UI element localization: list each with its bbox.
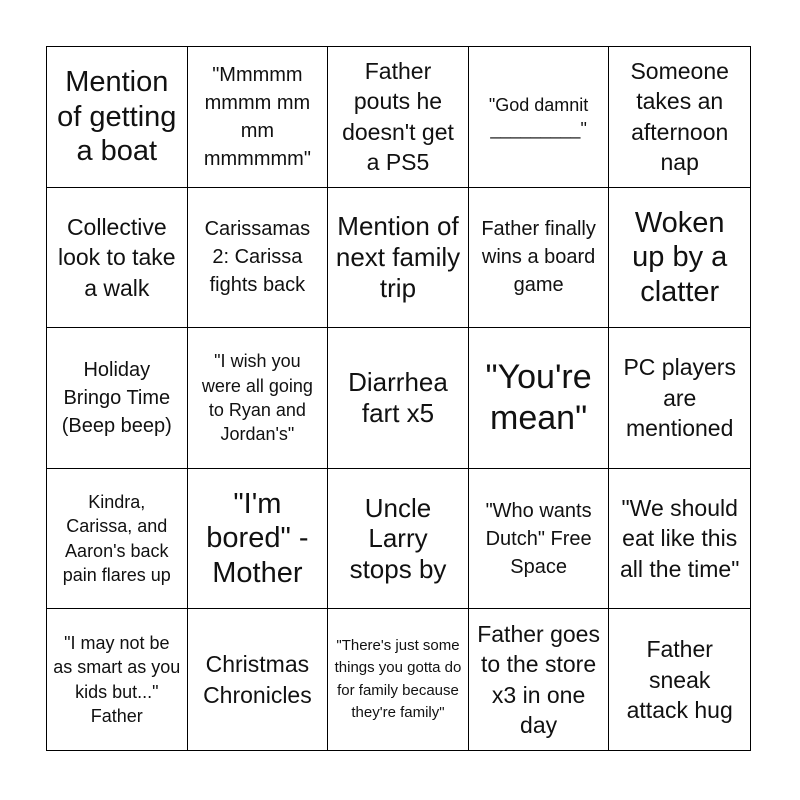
bingo-cell[interactable]: "You're mean" <box>469 328 610 469</box>
bingo-cell[interactable]: "There's just some things you gotta do for family because they're family" <box>328 609 469 750</box>
bingo-cell[interactable]: Collective look to take a walk <box>47 188 188 329</box>
bingo-cell[interactable]: Father goes to the store x3 in one day <box>469 609 610 750</box>
bingo-cell[interactable]: Carissamas 2: Carissa fights back <box>188 188 329 329</box>
bingo-cell[interactable]: Mention of getting a boat <box>47 47 188 188</box>
bingo-cell[interactable]: Holiday Bringo Time (Beep beep) <box>47 328 188 469</box>
bingo-cell[interactable]: Kindra, Carissa, and Aaron's back pain flares up <box>47 469 188 610</box>
bingo-board <box>46 46 751 751</box>
bingo-cell[interactable]: "We should eat like this all the time" <box>609 469 750 610</box>
bingo-cell[interactable]: "Mmmmm mmmm mm mm mmmmmm" <box>188 47 329 188</box>
bingo-cell[interactable]: Woken up by a clatter <box>609 188 750 329</box>
bingo-cell[interactable]: Diarrhea fart x5 <box>328 328 469 469</box>
bingo-cell[interactable]: Someone takes an afternoon nap <box>609 47 750 188</box>
bingo-cell[interactable]: "I may not be as smart as you kids but..." Father <box>47 609 188 750</box>
bingo-cell[interactable]: Father finally wins a board game <box>469 188 610 329</box>
bingo-cell[interactable]: "Who wants Dutch" Free Space <box>469 469 610 610</box>
bingo-cell[interactable]: "I'm bored" - Mother <box>188 469 329 610</box>
bingo-cell[interactable]: PC players are mentioned <box>609 328 750 469</box>
bingo-cell[interactable]: "God damnit _________" <box>469 47 610 188</box>
bingo-cell[interactable]: "I wish you were all going to Ryan and Jordan's" <box>188 328 329 469</box>
bingo-cell[interactable]: Father pouts he doesn't get a PS5 <box>328 47 469 188</box>
bingo-cell[interactable]: Father sneak attack hug <box>626 636 733 723</box>
bingo-cell[interactable]: Christmas Chronicles <box>188 609 329 750</box>
bingo-cell[interactable]: Uncle Larry stops by <box>328 469 469 610</box>
bingo-cell[interactable]: Mention of next family trip <box>328 188 469 329</box>
